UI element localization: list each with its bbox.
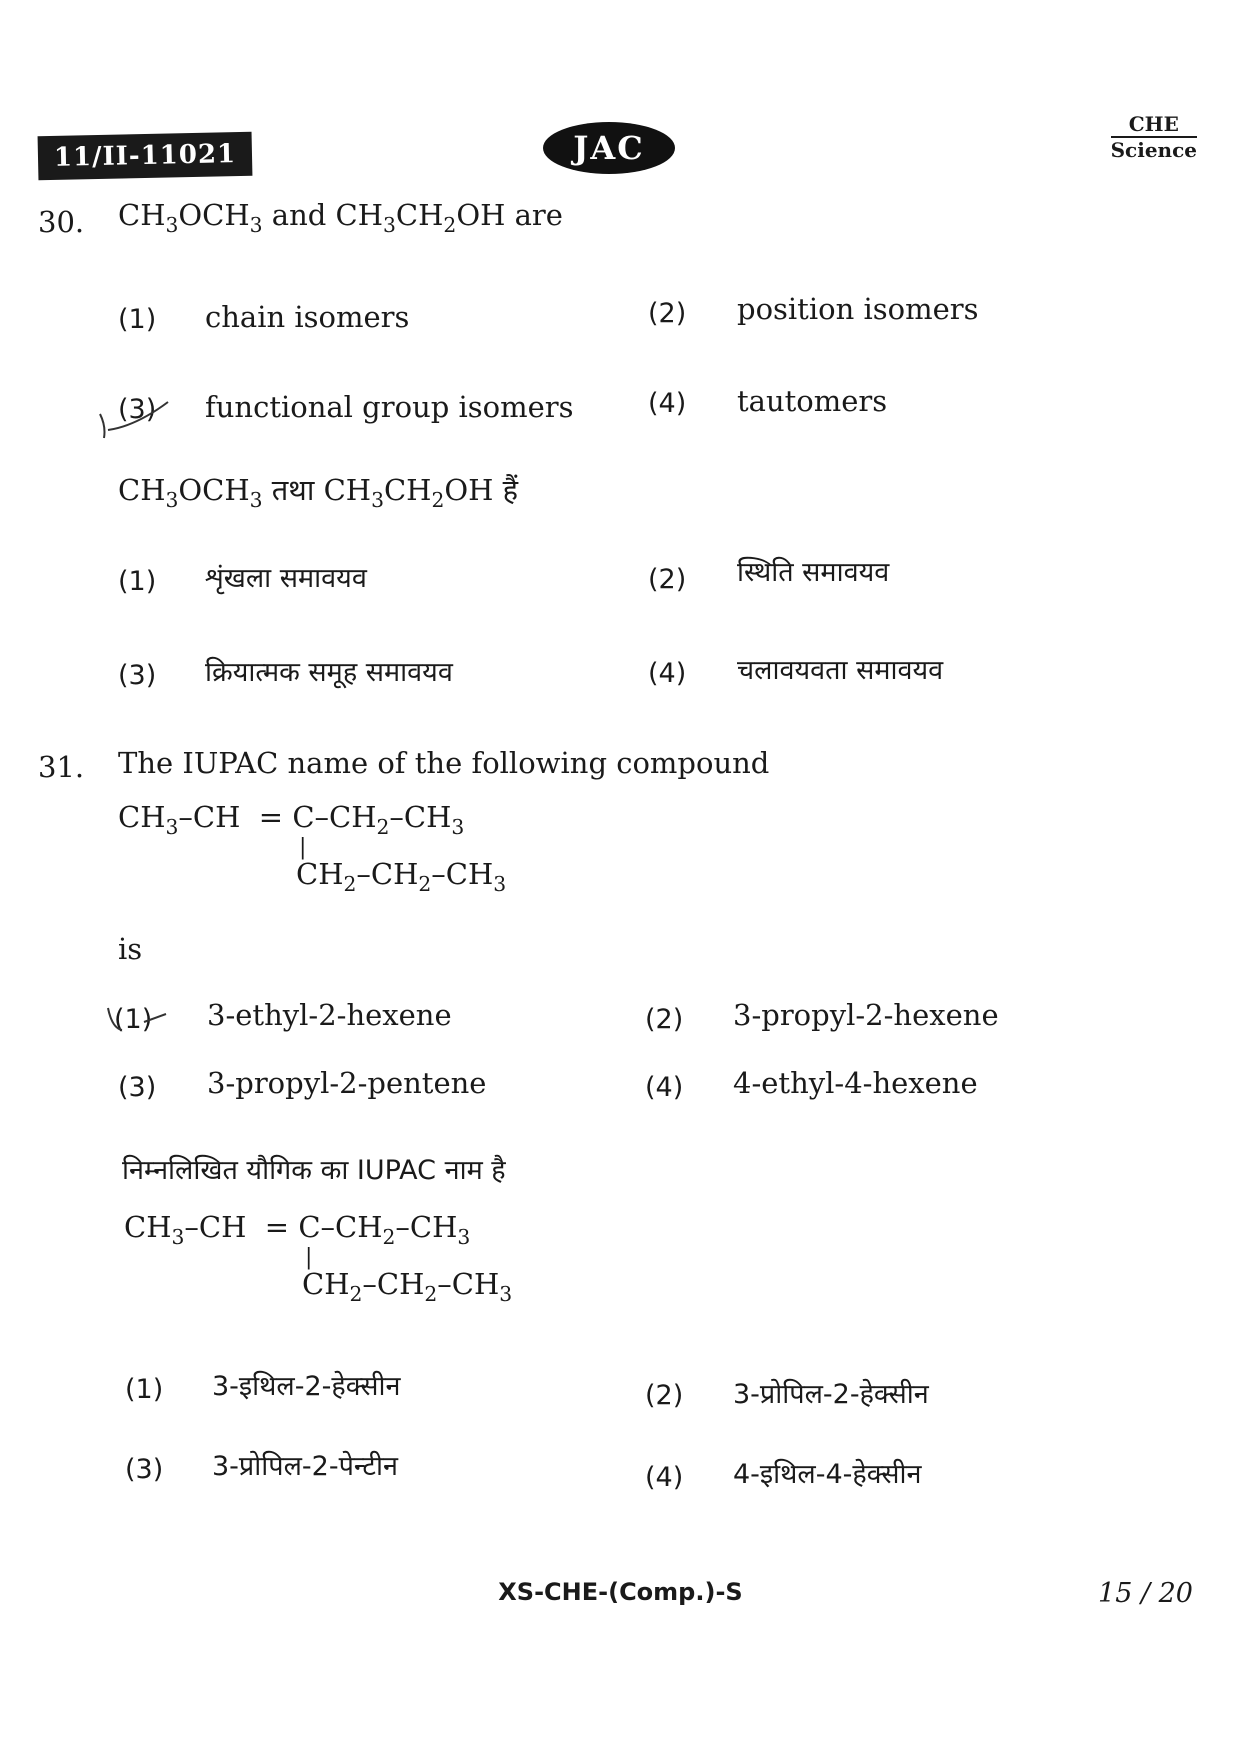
q30-hi-option-1-text: शृंखला समावयव	[205, 563, 367, 594]
q30-hi-option-2-number: (2)	[648, 564, 687, 595]
q31-option-2-text: 3-propyl-2-hexene	[733, 998, 999, 1032]
q30-option-4-number: (4)	[648, 388, 687, 419]
q31-option-3-text: 3-propyl-2-pentene	[207, 1066, 487, 1100]
q31-hi-option-3-number: (3)	[125, 1454, 164, 1485]
formula-line-2: $CH_2-CH_2-CH_3$	[296, 856, 507, 896]
q30-option-3-text: functional group isomers	[205, 390, 574, 424]
question-31-stem-en: The IUPAC name of the following compound	[118, 746, 770, 780]
q30-option-4-text: tautomers	[737, 384, 888, 418]
q31-option-4-number: (4)	[645, 1072, 684, 1103]
subject-stream: Science	[1110, 138, 1197, 162]
compound-formula-hi	[124, 1210, 512, 1306]
q30-option-2-text: position isomers	[737, 292, 979, 326]
q30-option-3-number: (3)	[118, 394, 157, 425]
q31-hi-option-2-number: (2)	[645, 1380, 684, 1411]
q31-hi-option-2-text: 3-प्रोपिल-2-हेक्सीन	[733, 1379, 929, 1410]
q31-option-4-text: 4-ethyl-4-hexene	[733, 1066, 978, 1100]
q30-option-1-number: (1)	[118, 304, 157, 335]
q30-hi-option-3-text: क्रियात्मक समूह समावयव	[205, 657, 453, 688]
subject-label	[1111, 112, 1197, 162]
q30-option-2-number: (2)	[648, 298, 687, 329]
q30-hi-option-1-number: (1)	[118, 566, 157, 597]
q30-option-1-text: chain isomers	[205, 300, 410, 334]
formula-bond: |	[305, 1244, 313, 1270]
q31-option-1-text: 3-ethyl-2-hexene	[207, 998, 452, 1032]
footer-code: XS-CHE-(Comp.)-S	[498, 1578, 743, 1606]
q31-hi-option-1-text: 3-इथिल-2-हेक्सीन	[212, 1371, 401, 1402]
q30-hi-option-2-text: स्थिति समावयव	[737, 557, 890, 588]
paper-code: 11/II-11021	[38, 132, 253, 180]
q30-hi-option-4-number: (4)	[648, 658, 687, 689]
page-number: 15 / 20	[1098, 1578, 1193, 1609]
board-logo: JAC	[543, 122, 675, 174]
q31-hi-option-4-text: 4-इथिल-4-हेक्सीन	[733, 1459, 922, 1490]
q30-hi-option-3-number: (3)	[118, 660, 157, 691]
question-31-stem-hi: निम्नलिखित यौगिक का IUPAC नाम है	[122, 1155, 506, 1186]
q31-hi-option-1-number: (1)	[125, 1374, 164, 1405]
formula-line-1: $CH_3-CH = C-CH_2-CH_3$	[124, 1210, 471, 1249]
q31-option-1-number: (1)	[114, 1004, 153, 1035]
formula-bond: |	[299, 834, 307, 860]
q31-option-3-number: (3)	[118, 1072, 157, 1103]
q30-hi-option-4-text: चलावयवता समावयव	[737, 655, 944, 686]
question-30-stem-en: $CH_3OCH_3$ and $CH_3CH_2OH$ are	[118, 198, 563, 237]
compound-formula-en	[118, 800, 506, 896]
question-31-is: is	[118, 932, 143, 966]
question-30-stem-hi: $CH_3OCH_3$ तथा $CH_3CH_2OH$ हैं	[118, 473, 519, 512]
question-number-30: 30.	[38, 205, 85, 239]
q31-option-2-number: (2)	[645, 1004, 684, 1035]
tick-mark-icon	[96, 396, 176, 444]
tick-mark-icon	[104, 1000, 174, 1036]
formula-line-1: $CH_3-CH = C-CH_2-CH_3$	[118, 800, 465, 839]
formula-line-2: $CH_2-CH_2-CH_3$	[302, 1266, 513, 1306]
subject-code: CHE	[1111, 112, 1197, 138]
q31-hi-option-4-number: (4)	[645, 1462, 684, 1493]
q31-hi-option-3-text: 3-प्रोपिल-2-पेन्टीन	[212, 1451, 398, 1482]
question-number-31: 31.	[38, 750, 85, 784]
